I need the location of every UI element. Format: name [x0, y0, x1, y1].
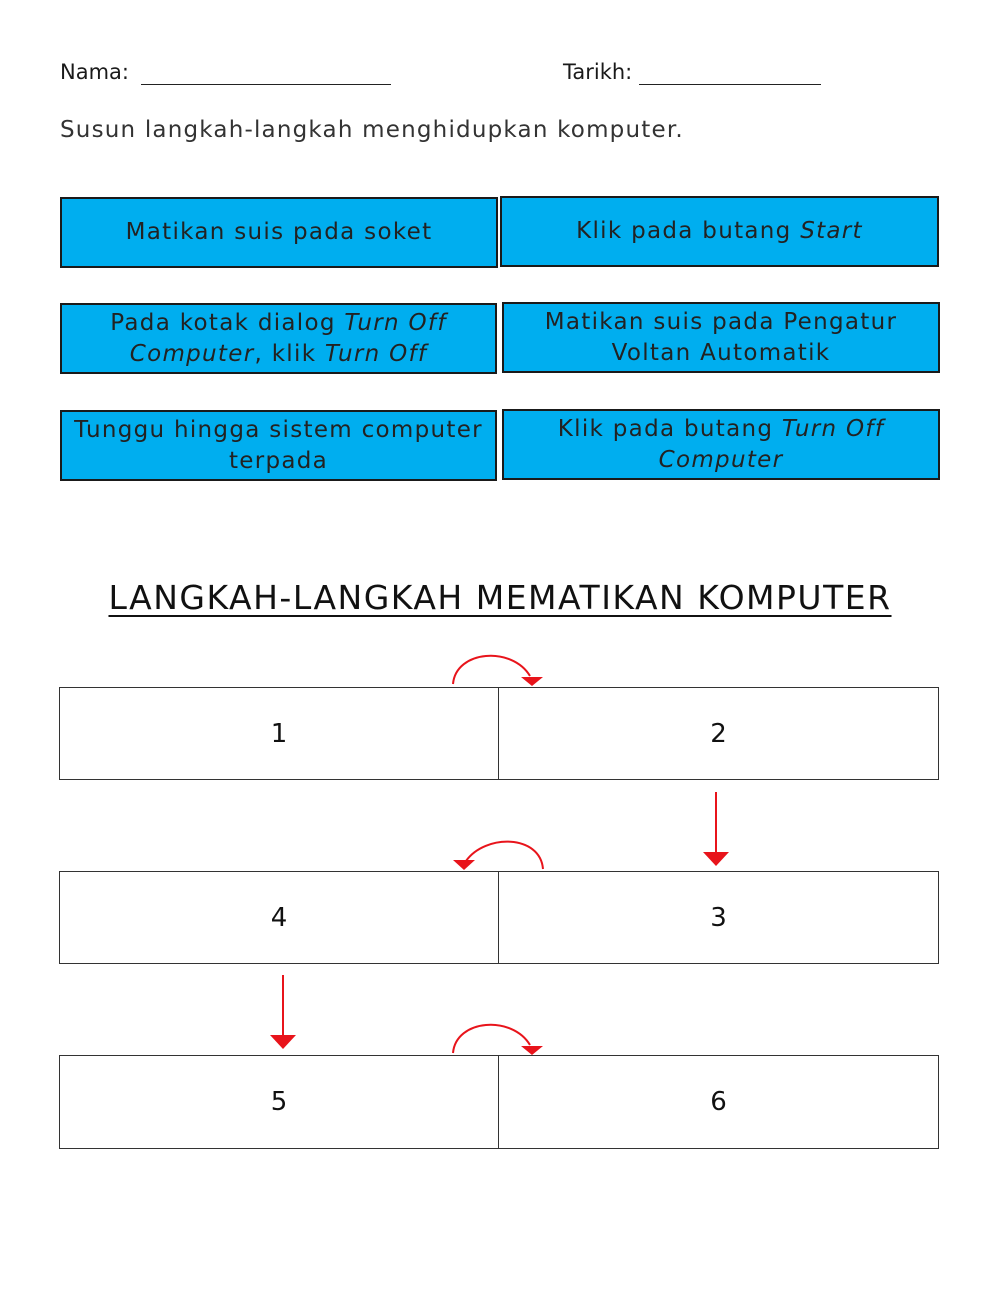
step-card-label: Tunggu hingga sistem computer terpada	[74, 416, 483, 474]
slot-number: 1	[270, 718, 288, 749]
curved-arrow-icon	[453, 1025, 530, 1053]
name-label: Nama:	[60, 60, 129, 84]
slot-number: 6	[710, 1087, 727, 1117]
slot-number: 3	[710, 902, 727, 933]
slot-number: 5	[270, 1087, 288, 1117]
step-card-label: Matikan suis pada soket	[125, 219, 433, 245]
step-card-label: Klik pada butang Start	[576, 218, 863, 244]
slot-number: 4	[270, 902, 288, 933]
curved-arrow-icon	[453, 656, 530, 684]
section-title: LANGKAH-LANGKAH MEMATIKAN KOMPUTER	[108, 578, 892, 617]
instruction-text: Susun langkah-langkah menghidupkan komputer.	[60, 117, 684, 143]
step-card-label: Pada kotak dialog Turn Off Computer, klik Turn Off	[110, 309, 447, 367]
step-card-label: Matikan suis pada Pengatur Voltan Automatik	[544, 308, 898, 366]
step-card-label: Klik pada butang Turn Off Computer	[557, 415, 885, 473]
date-label: Tarikh:	[563, 60, 633, 84]
slot-number: 2	[710, 718, 727, 749]
curved-arrow-icon	[466, 842, 543, 869]
